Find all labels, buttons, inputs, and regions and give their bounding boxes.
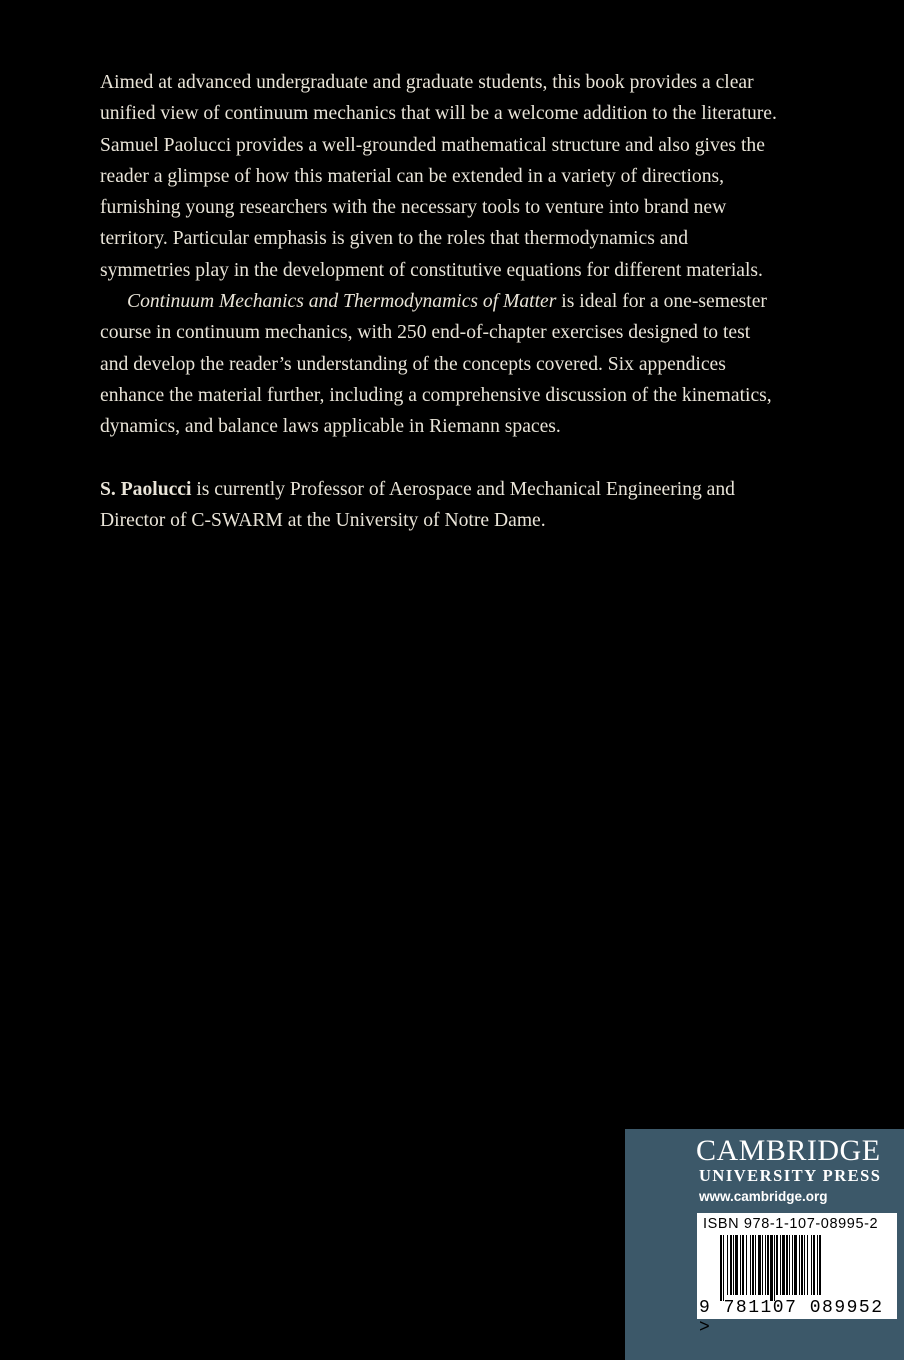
author-bio-text: is currently Professor of Aerospace and Mechanical Engineering and Director of C-SWARM at the University of Notre Dame.	[100, 478, 735, 531]
publisher-subtitle: UNIVERSITY PRESS	[699, 1166, 882, 1185]
publisher-name: CAMBRIDGE	[696, 1134, 881, 1167]
barcode-bar	[782, 1235, 785, 1295]
barcode-bar	[758, 1235, 761, 1295]
publisher-url: www.cambridge.org	[699, 1189, 828, 1204]
book-title: Continuum Mechanics and Thermodynamics of Matter	[127, 291, 557, 313]
barcode-bar	[780, 1235, 781, 1295]
barcode-bar	[720, 1235, 722, 1301]
barcode-bar	[804, 1235, 805, 1295]
barcode-bar	[770, 1235, 773, 1301]
description-paragraph-2-text: is ideal for a one-semester course in continuum mechanics, with 250 end-of-chapter exercises designed to test and develop the reader’s understanding of the concepts covered. Six appendices enhance the material further, including a comprehensive discussion of the kinematics, dynamics, and balance laws applicable in Riemann spaces.	[100, 291, 772, 438]
barcode-bar	[799, 1235, 800, 1295]
barcode-bar	[774, 1235, 775, 1301]
barcode-bar	[750, 1235, 751, 1295]
description-paragraph-2	[100, 286, 780, 442]
barcode-bar	[817, 1235, 818, 1295]
barcode-bar	[755, 1235, 756, 1295]
back-cover-blurb	[100, 67, 780, 536]
barcode-bar	[762, 1235, 763, 1295]
barcode-digits: 9 781107 089952 >	[699, 1298, 884, 1338]
barcode-bar	[730, 1235, 732, 1295]
barcode-bar	[801, 1235, 803, 1295]
barcode-bar	[727, 1235, 728, 1295]
barcode-bar	[740, 1235, 741, 1295]
barcode-bar	[723, 1235, 724, 1301]
barcode-box	[697, 1213, 897, 1338]
isbn-label: ISBN 978-1-107-08995-2	[703, 1216, 879, 1232]
barcode-bar	[819, 1235, 821, 1295]
barcode-bar	[735, 1235, 738, 1295]
barcode-bar	[765, 1235, 766, 1295]
barcode-bar	[813, 1235, 815, 1295]
author-bio	[100, 474, 780, 537]
barcode-bar	[733, 1235, 734, 1295]
barcode-bar	[807, 1235, 808, 1295]
barcode-bar	[746, 1235, 747, 1295]
barcode-bar	[811, 1235, 812, 1295]
barcode-bar	[794, 1235, 797, 1295]
author-name: S. Paolucci	[100, 478, 192, 500]
barcode-bar	[742, 1235, 744, 1295]
barcode-bar	[776, 1235, 778, 1295]
barcode-bar	[789, 1235, 790, 1295]
barcode-bar	[792, 1235, 793, 1295]
description-paragraph-1: Aimed at advanced undergraduate and graduate students, this book provides a clear unified view of continuum mechanics that will be a welcome addition to the literature. Samuel Paolucci provides a well-grounded mathematical structure and also gives the reader a glimpse of how this material can be extended in a variety of directions, furnishing young researchers with the necessary tools to venture into brand new territory. Particular emphasis is given to the roles that thermodynamics and symmetries play in the development of constitutive equations for different materials.	[100, 72, 777, 281]
barcode-bar	[786, 1235, 788, 1295]
barcode-bar	[752, 1235, 754, 1295]
barcode-bar	[767, 1235, 769, 1295]
